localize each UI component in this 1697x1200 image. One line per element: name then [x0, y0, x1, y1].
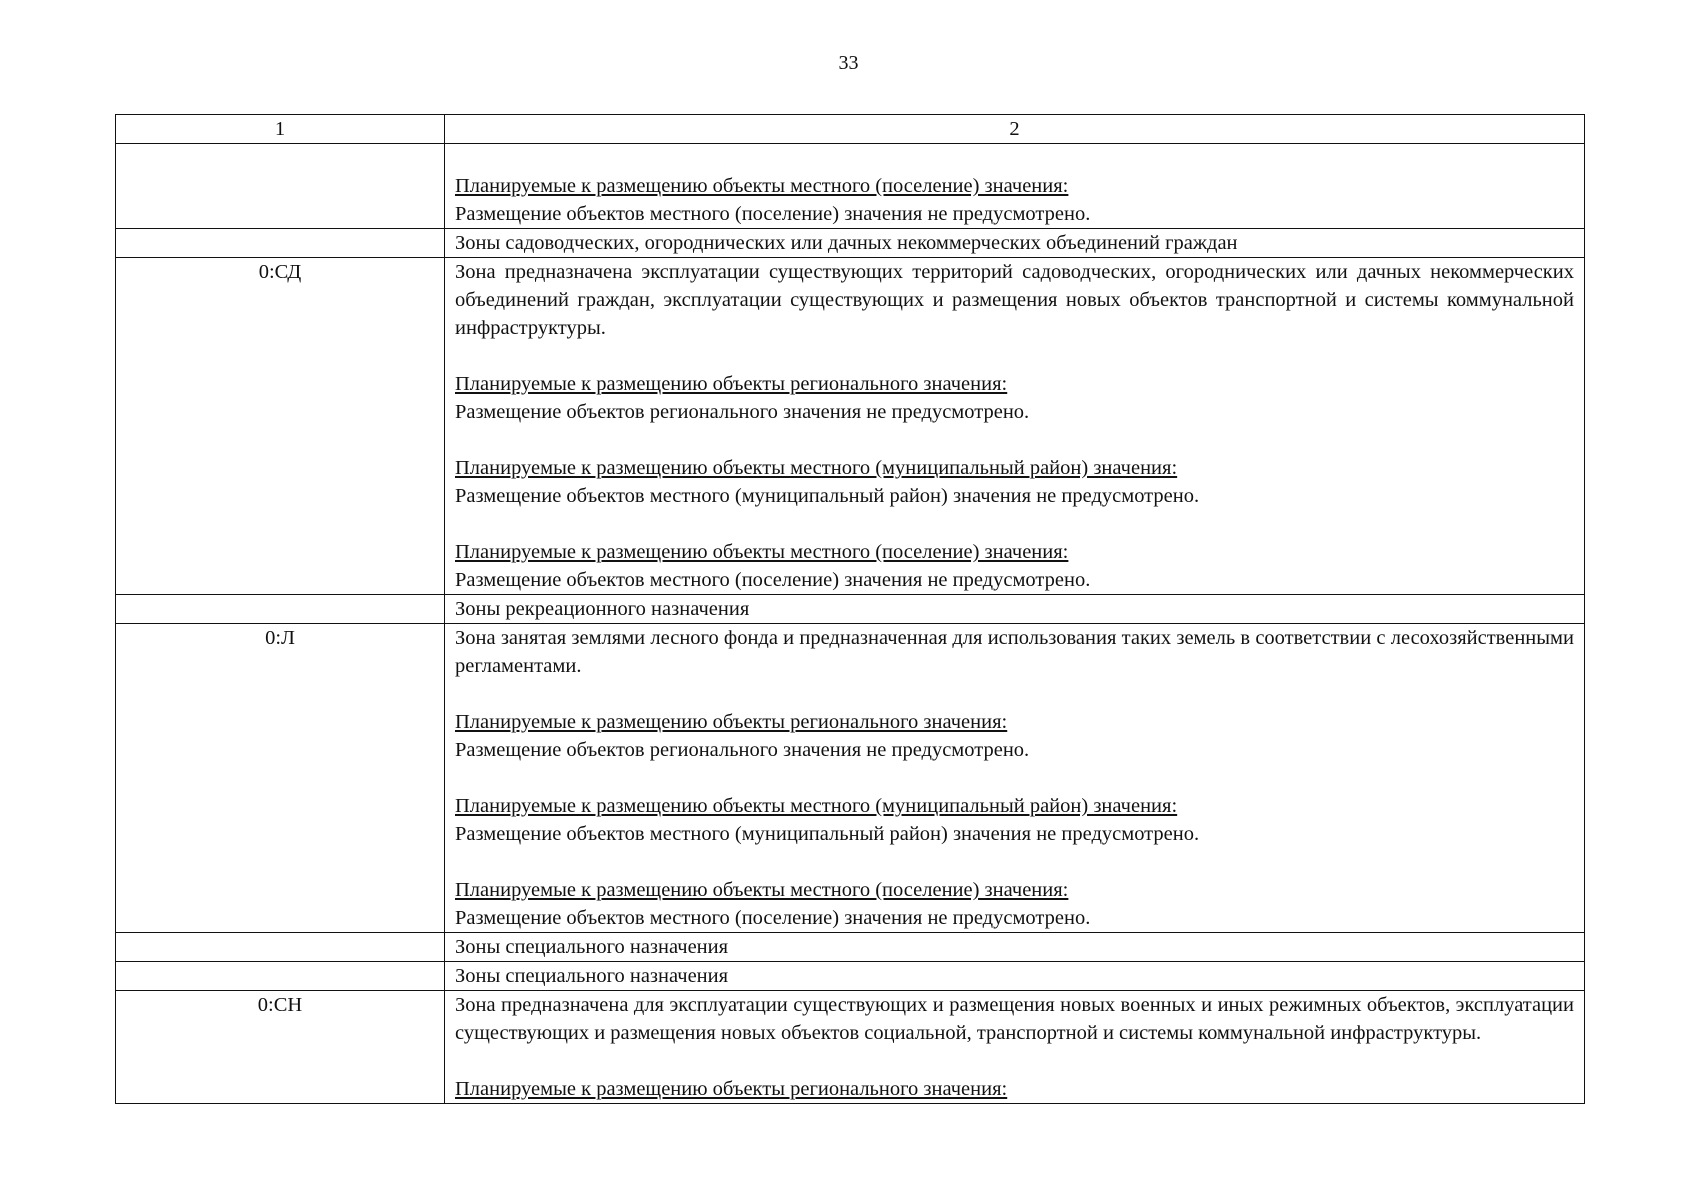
zone-description: Зона занятая землями лесного фонда и предназначенная для использования таких земель в соответствии с лесохозяйственными регламентами.: [455, 627, 1574, 677]
zone-code: 0:СН: [116, 991, 445, 1104]
zone-row-sd: [116, 258, 1585, 595]
block-heading: Планируемые к размещению объекты регионального значения:: [455, 711, 1008, 733]
category-title: Зоны специального назначения: [445, 933, 1585, 962]
zone-description: Зона предназначена для эксплуатации существующих и размещения новых военных и иных режимных объектов, эксплуатации существующих и размещения новых объектов социальной, транспортной и системы коммунальной инфраструктуры.: [455, 994, 1574, 1044]
description-cell: [445, 144, 1585, 229]
block-text: Размещение объектов местного (муниципальный район) значения не предусмотрено.: [455, 485, 1200, 507]
block-text: Размещение объектов местного (муниципальный район) значения не предусмотрено.: [455, 823, 1200, 845]
zone-code: 0:СД: [116, 258, 445, 595]
zone-row-sn: [116, 991, 1585, 1104]
category-row-recreation: [116, 595, 1585, 624]
code-cell-empty: [116, 595, 445, 624]
block-heading: Планируемые к размещению объекты регионального значения:: [455, 373, 1008, 395]
description-cell: [445, 624, 1585, 933]
code-cell-empty: [116, 962, 445, 991]
zone-description: Зона предназначена эксплуатации существующих территорий садоводческих, огороднических или дачных некоммерческих объединений граждан, эксплуатации существующих и размещения новых объектов транспортной и системы коммунальной инфраструктуры.: [455, 261, 1574, 339]
category-title: Зоны специального назначения: [445, 962, 1585, 991]
zone-row-l: [116, 624, 1585, 933]
code-cell-empty: [116, 229, 445, 258]
header-col-2: 2: [445, 115, 1585, 144]
table-header-row: [116, 115, 1585, 144]
description-cell: [445, 991, 1585, 1104]
description-cell: [445, 258, 1585, 595]
category-row-special-2: [116, 962, 1585, 991]
code-cell-empty: [116, 144, 445, 229]
table-row-continuation: [116, 144, 1585, 229]
block-text: Размещение объектов регионального значения не предусмотрено.: [455, 401, 1030, 423]
code-cell-empty: [116, 933, 445, 962]
block-text: Размещение объектов регионального значения не предусмотрено.: [455, 739, 1030, 761]
category-row-special-1: [116, 933, 1585, 962]
block-heading: Планируемые к размещению объекты местного (поселение) значения:: [455, 541, 1069, 563]
header-col-1: 1: [116, 115, 445, 144]
block-text: Размещение объектов местного (поселение) значения не предусмотрено.: [455, 569, 1091, 591]
page-number: 33: [838, 52, 859, 74]
category-title: Зоны рекреационного назначения: [445, 595, 1585, 624]
category-row-gardening: [116, 229, 1585, 258]
block-heading: Планируемые к размещению объекты местного (муниципальный район) значения:: [455, 457, 1178, 479]
block-heading: Планируемые к размещению объекты местного (поселение) значения:: [455, 175, 1069, 197]
category-title: Зоны садоводческих, огороднических или дачных некоммерческих объединений граждан: [445, 229, 1585, 258]
block-text: Размещение объектов местного (поселение) значения не предусмотрено.: [455, 203, 1091, 225]
block-heading: Планируемые к размещению объекты местного (муниципальный район) значения:: [455, 795, 1178, 817]
zones-table: [115, 114, 1585, 1104]
block-heading: Планируемые к размещению объекты местного (поселение) значения:: [455, 879, 1069, 901]
block-text: Размещение объектов местного (поселение) значения не предусмотрено.: [455, 907, 1091, 929]
block-heading: Планируемые к размещению объекты регионального значения:: [455, 1078, 1008, 1100]
zone-code: 0:Л: [116, 624, 445, 933]
